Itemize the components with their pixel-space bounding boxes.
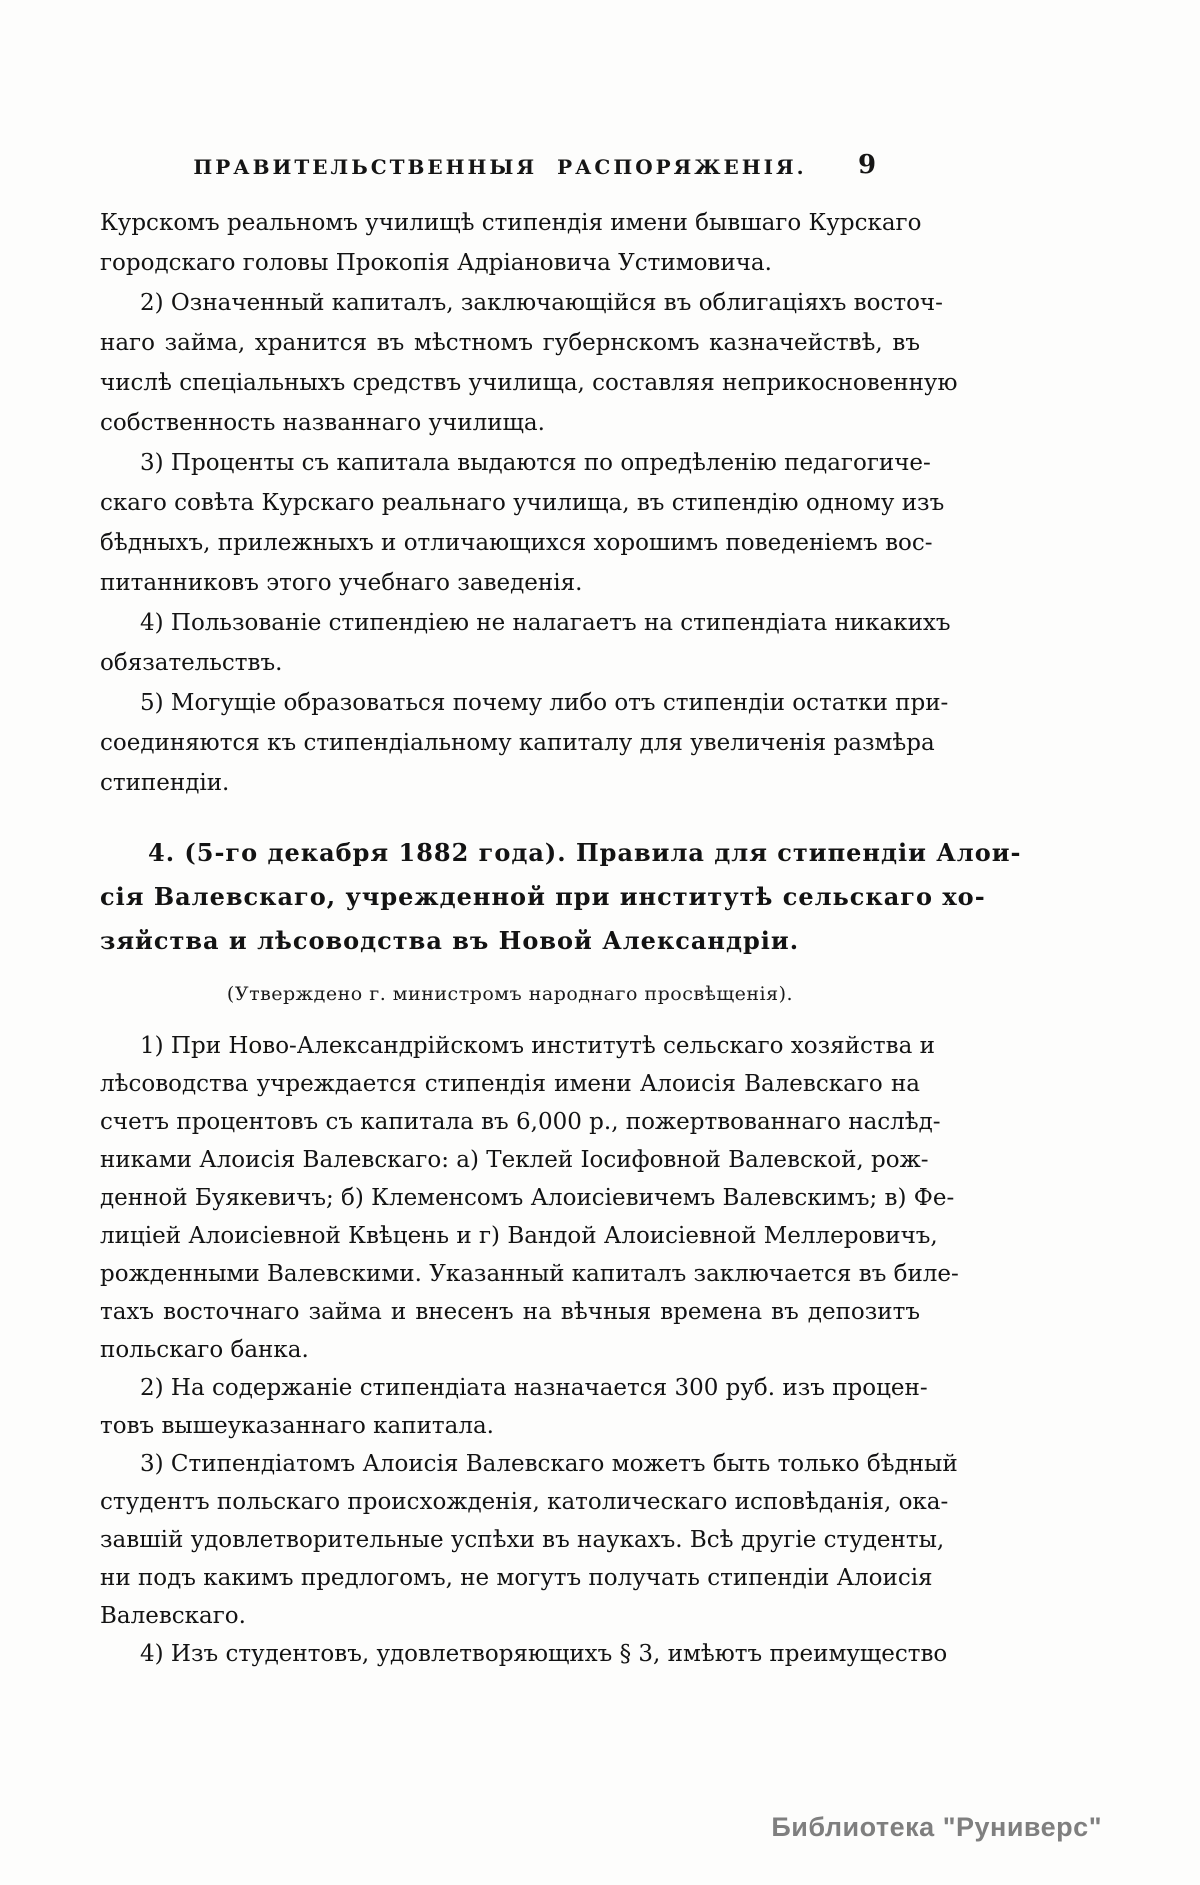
text-line: скаго совѣта Курскаго реальнаго училища, въ стипендію одному изъ	[100, 490, 945, 516]
text-line: 4. (5-го декабря 1882 года). Правила для стипендіи Алои-	[148, 838, 1022, 867]
text-line: зяйства и лѣсоводства въ Новой Александріи.	[100, 926, 800, 955]
section-continuation	[100, 203, 958, 803]
paragraph-item-3	[100, 443, 945, 603]
text-line: числѣ спеціальныхъ средствъ училища, составляя неприкосновенную	[100, 370, 958, 396]
text-line: 3) Стипендіатомъ Алоисія Валевскаго можетъ быть только бѣдный	[140, 1451, 958, 1477]
rule-paragraph-3	[100, 1445, 958, 1635]
section-4-stipend-rules	[100, 831, 1022, 1673]
page-text-block	[100, 203, 1022, 1673]
text-line: никами Алоисія Валевскаго: а) Теклей Іосифовной Валевской, рож-	[100, 1147, 929, 1173]
text-line: 4) Изъ студентовъ, удовлетворяющихъ § 3, имѣютъ преимущество	[140, 1641, 948, 1667]
library-watermark: Библиотека "Руниверс"	[771, 1812, 1102, 1842]
text-line: тахъ восточнаго займа и внесенъ на вѣчныя времена въ депозитъ	[100, 1299, 920, 1325]
text-line: 2) На содержаніе стипендіата назначается 300 руб. изъ процен-	[140, 1375, 928, 1401]
rule-paragraph-4	[100, 1635, 948, 1673]
text-line: денной Буякевичъ; б) Клеменсомъ Алоисіевичемъ Валевскимъ; в) Фе-	[100, 1185, 955, 1211]
paragraph-item-5	[100, 683, 949, 803]
text-line: городскаго головы Прокопія Адріановича Устимовича.	[100, 250, 772, 276]
text-line: счетъ процентовъ съ капитала въ 6,000 р., пожертвованнаго наслѣд-	[100, 1109, 941, 1135]
section-heading	[100, 831, 1022, 963]
paragraph-item-4	[100, 603, 951, 683]
text-line: ни подъ какимъ предлогомъ, не могутъ получать стипендіи Алоисія	[100, 1565, 933, 1591]
text-line: стипендіи.	[100, 770, 230, 796]
text-line: рожденными Валевскими. Указанный капиталъ заключается въ биле-	[100, 1261, 959, 1287]
paragraph-continuation	[100, 203, 920, 283]
text-line: студентъ польскаго происхожденія, католическаго исповѣданія, ока-	[100, 1489, 949, 1515]
text-line: бѣдныхъ, прилежныхъ и отличающихся хорошимъ поведеніемъ вос-	[100, 530, 933, 556]
text-line: Валевскаго.	[100, 1603, 246, 1629]
text-line: питанниковъ этого учебнаго заведенія.	[100, 570, 583, 596]
text-line: Курскомъ реальномъ училищѣ стипендія имени бывшаго Курскаго	[100, 210, 922, 236]
page-number: 9	[858, 150, 877, 180]
text-line: 4) Пользованіе стипендіею не налагаетъ на стипендіата никакихъ	[140, 610, 951, 636]
text-line: лиціей Алоисіевной Квѣцень и г) Вандой Алоисіевной Меллеровичъ,	[100, 1223, 938, 1249]
rule-paragraph-1	[100, 1027, 959, 1369]
paragraph-item-2	[100, 283, 958, 443]
text-line: наго займа, хранится въ мѣстномъ губернскомъ казначействѣ, въ	[100, 330, 920, 356]
text-line: сія Валевскаго, учрежденной при институтѣ сельскаго хо-	[100, 882, 986, 911]
text-line: 1) При Ново-Александрійскомъ институтѣ сельскаго хозяйства и	[140, 1033, 935, 1059]
text-line: соединяются къ стипендіальному капиталу для увеличенія размѣра	[100, 730, 935, 756]
text-line: 5) Могущіе образоваться почему либо отъ стипендіи остатки при-	[140, 690, 949, 716]
rule-paragraph-2	[100, 1369, 928, 1445]
text-line: товъ вышеуказаннаго капитала.	[100, 1413, 494, 1439]
text-line: лѣсоводства учреждается стипендія имени Алоисія Валевскаго на	[100, 1071, 920, 1097]
text-line: обязательствъ.	[100, 650, 283, 676]
running-header-title: ПРАВИТЕЛЬСТВЕННЫЯ РАСПОРЯЖЕНІЯ.	[193, 155, 807, 179]
text-line: польскаго банка.	[100, 1337, 309, 1363]
approval-note: (Утверждено г. министромъ народнаго просвѣщенія).	[226, 983, 794, 1005]
text-line: 2) Означенный капиталъ, заключающійся въ облигаціяхъ восточ-	[140, 290, 943, 316]
text-line: собственность названнаго училища.	[100, 410, 545, 436]
text-line: завшій удовлетворительные успѣхи въ наукахъ. Всѣ другіе студенты,	[100, 1527, 945, 1553]
text-line: 3) Проценты съ капитала выдаются по опредѣленію педагогиче-	[140, 450, 931, 476]
